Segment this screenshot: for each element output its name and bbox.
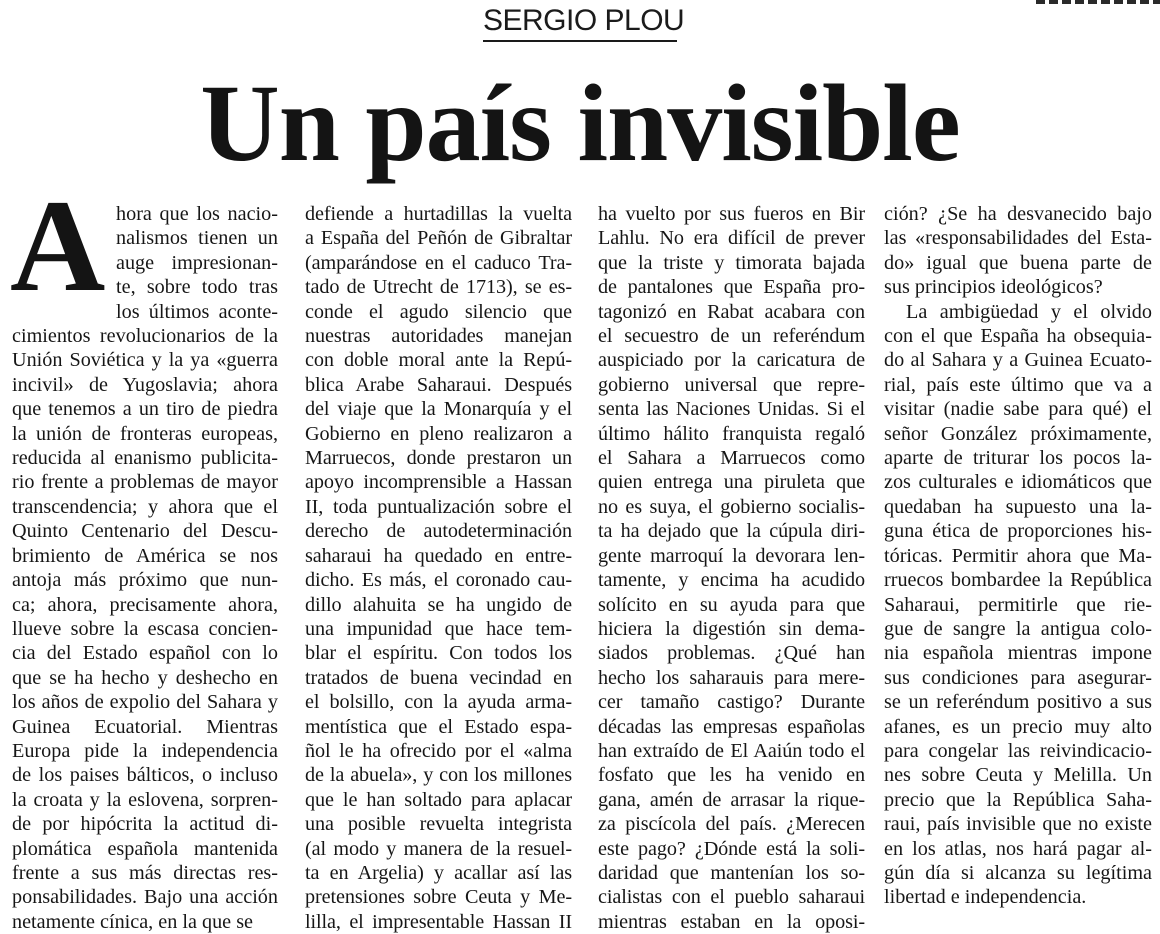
article-line: daridad que mantenían los so-: [598, 861, 865, 884]
article-line: do al Sahara y a Guinea Ecuato-: [884, 349, 1152, 372]
article-line: la croata y la eslovena, sorpren-: [12, 788, 278, 811]
article-line: llueve sobre la escasa concien-: [12, 617, 278, 640]
article-line: incivil» de Yugoslavia; ahora: [12, 373, 278, 396]
article-line: el secuestro de un referéndum: [598, 325, 865, 348]
article-line: aparte de triturar los pocos la-: [884, 447, 1152, 470]
article-line: gana, amén de arrasar la rique-: [598, 788, 865, 811]
article-line: antoja más próximo que nun-: [12, 569, 278, 592]
article-line: con el que España ha obsequia-: [884, 325, 1152, 348]
article-line: dillo alahuita se ha ungido de: [305, 593, 572, 616]
article-line: tratados de buena vecindad en: [305, 666, 572, 689]
article-line: el bolsillo, con la ayuda arma-: [305, 691, 572, 714]
article-line: nes sobre Ceuta y Melilla. Un: [884, 764, 1152, 787]
article-line: sus condiciones para asegurar-: [884, 666, 1152, 689]
article-line: ta ha dejado que la cúpula diri-: [598, 520, 865, 543]
article-line: quien entrega una piruleta que: [598, 471, 865, 494]
article-line: apoyo incomprensible a Hassan: [305, 471, 572, 494]
article-line: derecho de autodeterminación: [305, 520, 572, 543]
article-line: a España del Peñón de Gibraltar: [305, 227, 572, 250]
cut-mark-decoration: [1036, 0, 1160, 4]
article-line: tagonizó en Rabat acabara con: [598, 300, 865, 323]
article-line: Europa pide la independencia: [12, 739, 278, 762]
article-line: te, sobre todo tras: [116, 276, 278, 299]
article-line: con doble moral ante la Repú-: [305, 349, 572, 372]
article-line: nalismos tienen un: [116, 227, 278, 250]
article-line: hora que los nacio-: [116, 203, 278, 225]
article-line: para congelar las reivindicacio-: [884, 739, 1152, 762]
article-line: señor González próximamente,: [884, 422, 1152, 445]
article-line: que le han soltado para aplacar: [305, 788, 572, 811]
article-line: gente marroquí la devorara len-: [598, 544, 865, 567]
drop-cap: A: [10, 172, 106, 319]
article-line: brimiento de América se nos: [12, 544, 278, 567]
article-line: afanes, es un precio muy alto: [884, 715, 1152, 738]
article-line: una impunidad que hace tem-: [305, 617, 572, 640]
article-line: siados problemas. ¿Qué han: [598, 642, 865, 665]
headline: Un país invisible: [200, 62, 960, 184]
article-line: Lahlu. No era difícil de prever: [598, 227, 865, 250]
article-line: de pantalones que España pro-: [598, 276, 865, 299]
article-line: cimientos revolucionarios de la: [12, 325, 278, 348]
article-line: del viaje que la Monarquía y el: [305, 398, 572, 421]
article-line: za piscícola del país. ¿Merecen: [598, 813, 865, 836]
article-line: cer tamaño castigo? Durante: [598, 691, 865, 714]
article-line: una posible revuelta integrista: [305, 813, 572, 836]
article-line: tóricas. Permitir ahora que Ma-: [884, 544, 1152, 567]
article-line: los últimos aconte-: [116, 300, 278, 323]
article-line: saharaui ha quedado en entre-: [305, 544, 572, 567]
article-line: en los atlas, nos hará pagar al-: [884, 837, 1152, 860]
article-line: conde el agudo silencio que: [305, 300, 572, 323]
article-line: frente a sus más directas res-: [12, 861, 278, 884]
article-line: pretensiones sobre Ceuta y Me-: [305, 886, 572, 909]
article-line: La ambigüedad y el olvido: [906, 300, 1152, 323]
article-line: tado de Utrecht de 1713), se es-: [305, 276, 572, 299]
article-line: la unión de fronteras europeas,: [12, 422, 278, 445]
article-line: ponsabilidades. Bajo una acción: [12, 886, 278, 909]
article-line: fosfato que les ha venido en: [598, 764, 865, 787]
article-line: de los paises bálticos, o incluso: [12, 764, 278, 787]
article-line: mentística que el Estado espa-: [305, 715, 572, 738]
article-line: Quinto Centenario del Descu-: [12, 520, 278, 543]
article-line: ha vuelto por sus fueros en Bir: [598, 203, 865, 225]
article-line: II, toda puntualización sobre el: [305, 495, 572, 518]
article-line: nia española mientras impone: [884, 642, 1152, 665]
article-line: ca; ahora, precisamente ahora,: [12, 593, 278, 616]
article-line: se un referéndum positivo a sus: [884, 691, 1152, 714]
article-line: rio frente a problemas de mayor: [12, 471, 278, 494]
article-line: este pago? ¿Dónde está la soli-: [598, 837, 865, 860]
article-line: ta en Argelia) y acallar así las: [305, 861, 572, 884]
article-line: Unión Soviética y la ya «guerra: [12, 349, 278, 372]
article-line: último hálito franquista regaló: [598, 422, 865, 445]
article-line: Guinea Ecuatorial. Mientras: [12, 715, 278, 738]
article-line: han extraído de El Aaiún todo el: [598, 739, 865, 762]
article-line: defiende a hurtadillas la vuelta: [305, 203, 572, 225]
article-line: gobierno universal que repre-: [598, 373, 865, 396]
article-line: sus principios ideológicos?: [884, 276, 1103, 299]
article-line: los años de expolio del Sahara y: [12, 691, 278, 714]
article-line: décadas las empresas españolas: [598, 715, 865, 738]
article-line: do» igual que buena parte de: [884, 251, 1152, 274]
article-line: que la triste y timorata bajada: [598, 251, 865, 274]
article-line: que se ha hecho y deshecho en: [12, 666, 278, 689]
article-line: zos culturales e idiomáticos que: [884, 471, 1152, 494]
article-column-3: [598, 202, 865, 933]
article-line: Gobierno en pleno realizaron a: [305, 422, 572, 445]
article-line: guna ética de proporciones his-: [884, 520, 1152, 543]
article-line: Marruecos, donde prestaron un: [305, 447, 572, 470]
article-line: (amparándose en el caduco Tra-: [305, 251, 572, 274]
article-line: cia del Estado español con lo: [12, 642, 278, 665]
article-line: de por hipócrita la actitud di-: [12, 813, 278, 836]
article-line: las «responsabilidades del Esta-: [884, 227, 1152, 250]
article-line: hecho los saharauis para mere-: [598, 666, 865, 689]
article-line: ñol le ha ofrecido por el «alma: [305, 739, 572, 762]
article-line: reducida al enanismo publicita-: [12, 447, 278, 470]
article-line: solícito en su ayuda para que: [598, 593, 865, 616]
article-line: plomática española mantenida: [12, 837, 278, 860]
article-line: raui, país invisible que no existe: [884, 813, 1152, 836]
article-line: el Sahara a Marruecos como: [598, 447, 865, 470]
article-line: rial, país este último que va a: [884, 373, 1152, 396]
article-line: no es suya, el gobierno socialis-: [598, 495, 865, 518]
article-line: auspiciado por la caricatura de: [598, 349, 865, 372]
article-line: visitar (nadie sabe para qué) el: [884, 398, 1152, 421]
article-column-1: [10, 172, 278, 933]
byline-author: SERGIO PLOU: [483, 2, 677, 42]
article-line: mientras estaban en la oposi-: [598, 910, 865, 933]
article-line: que tenemos a un tiro de piedra: [12, 398, 278, 421]
article-line: ción? ¿Se ha desvanecido bajo: [884, 203, 1152, 225]
article-line: quedaban ha supuesto una la-: [884, 495, 1152, 518]
article-line: lilla, el impresentable Hassan II: [305, 910, 572, 933]
article-line: nuestras autoridades manejan: [305, 325, 572, 348]
article-column-2: [305, 202, 572, 933]
article-line: tamente, y encima ha acudido: [598, 569, 865, 592]
article-line: libertad e independencia.: [884, 886, 1087, 909]
article-line: rruecos bombardee la República: [884, 569, 1152, 592]
article-line: precio que la República Saha-: [884, 788, 1152, 811]
article-line: Saharaui, permitirle que rie-: [884, 593, 1152, 616]
article-line: netamente cínica, en la que se: [12, 910, 254, 933]
article-line: (al modo y manera de la resuel-: [305, 837, 572, 860]
article-line: blar el espíritu. Con todos los: [305, 642, 572, 665]
article-line: hiciera la digestión sin dema-: [598, 617, 865, 640]
article-column-4: [884, 202, 1152, 909]
article-line: gue de sangre la antigua colo-: [884, 617, 1152, 640]
article-line: de la abuela», y con los millones: [305, 764, 572, 787]
article-line: senta las Naciones Unidas. Si el: [598, 398, 865, 421]
article-line: gún día si alcanza su legítima: [884, 861, 1152, 884]
article-line: auge impresionan-: [116, 251, 278, 274]
article-line: cialistas con el pueblo saharaui: [598, 886, 865, 909]
article-line: blica Arabe Saharaui. Después: [305, 373, 572, 396]
article-line: transcendencia; y ahora que el: [12, 495, 278, 518]
article-line: dicho. Es más, el coronado cau-: [305, 569, 572, 592]
